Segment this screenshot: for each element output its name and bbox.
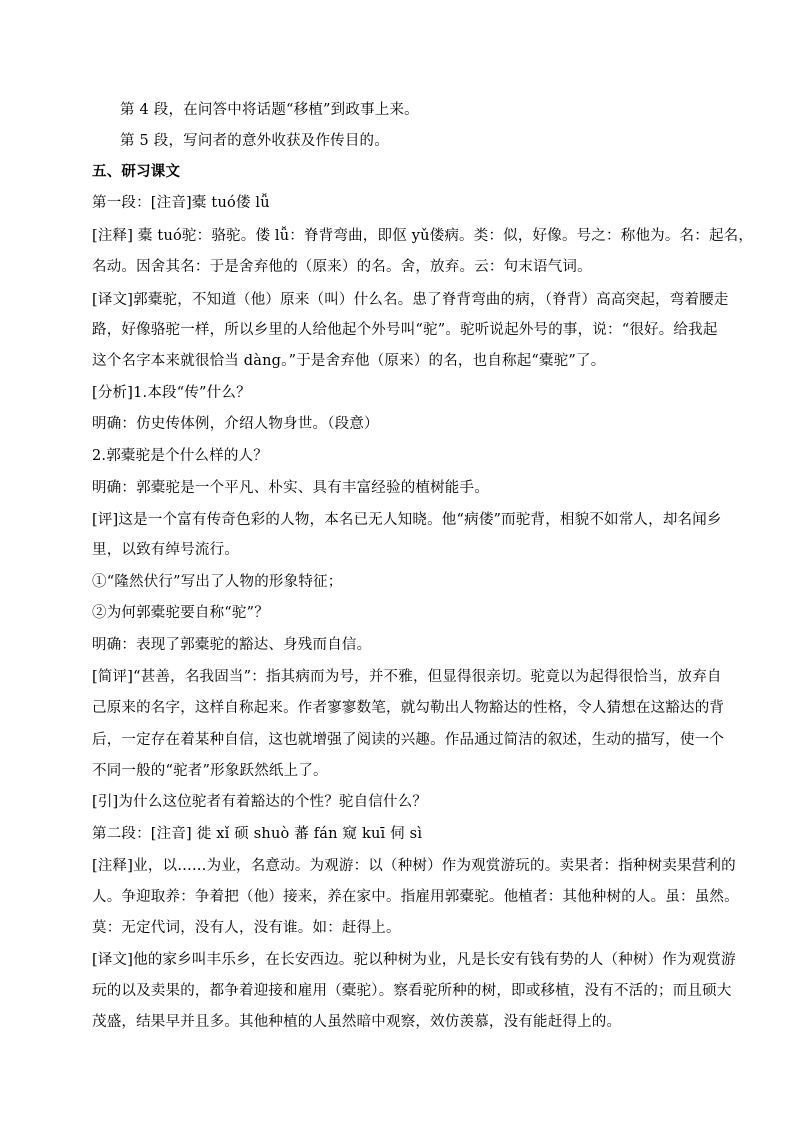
paragraph-line: 明确：表现了郭橐驼的豁达、身残而自信。 bbox=[92, 637, 372, 653]
paragraph-line: ②为何郭橐驼要自称“驼”？ bbox=[92, 605, 269, 621]
paragraph-line: 玩的以及卖果的，都争着迎接和雇用（橐驼）。察看驼所种的树，即或移植，没有不活的；而且硕大 bbox=[92, 983, 732, 999]
paragraph-line: [译文]郭橐驼，不知道（他）原来（叫）什么名。患了脊背弯曲的病，（脊背）高高突起，弯着腰走 bbox=[92, 292, 729, 308]
paragraph-line: 己原来的名字，这样自称起来。作者寥寥数笔，就勾勒出人物豁达的性格，令人猜想在这豁达的背 bbox=[92, 700, 725, 716]
paragraph-line: 里，以致有绰号流行。 bbox=[92, 542, 239, 558]
paragraph-line: 莫：无定代词，没有人，没有谁。如：赶得上。 bbox=[92, 920, 401, 936]
paragraph-line: ①“隆然伏行”写出了人物的形象特征； bbox=[92, 574, 343, 590]
paragraph-line: 茂盛，结果早并且多。其他种植的人虽然暗中观察，效仿羡慕，没有能赶得上的。 bbox=[92, 1014, 622, 1030]
paragraph-line: [简评]“甚善，名我固当”：指其病而为号，并不雅，但显得很亲切。驼竟以为起得很恰当，放弃自 bbox=[92, 669, 722, 685]
section-heading: 五、研习课文 bbox=[92, 163, 181, 180]
paragraph-line: 名动。因舍其名：于是舍弃他的（原来）的名。舍，放弃。云：句末语气词。 bbox=[92, 259, 592, 275]
paragraph-line: 第 4 段，在问答中将话题“移植”到政事上来。 bbox=[120, 102, 419, 118]
paragraph-line: 后，一定存在着某种自信，这也就增强了阅读的兴趣。作品通过简洁的叙述，生动的描写，使一个 bbox=[92, 732, 725, 748]
paragraph-line: 明确：郭橐驼是一个平凡、朴实、具有丰富经验的植树能手。 bbox=[92, 480, 489, 496]
paragraph-line: [译文]他的家乡叫丰乐乡，在长安西边。驼以种树为业，凡是长安有钱有势的人（种树）作为观赏游 bbox=[92, 952, 736, 968]
paragraph-line: 第一段：[注音]橐 tuó偻 lǚ bbox=[92, 195, 270, 211]
paragraph-line: [分析]1.本段“传”什么？ bbox=[92, 385, 251, 401]
paragraph-line: 不同一般的“驼者”形象跃然纸上了。 bbox=[92, 763, 328, 779]
paragraph-line: [注释]业，以……为业，名意动。为观游：以（种树）作为观赏游玩的。卖果者：指种树卖果营利的 bbox=[92, 858, 736, 874]
paragraph-line: 明确：仿史传体例，介绍人物身世。（段意） bbox=[92, 416, 379, 432]
paragraph-line: 第二段：[注音] 徙 xǐ 硕 shuò 蕃 fán 窥 kuī 伺 sì bbox=[92, 826, 423, 842]
paragraph-line: 路，好像骆驼一样，所以乡里的人给他起个外号叫“驼”。驼听说起外号的事，说：“很好。给我起 bbox=[92, 322, 718, 338]
paragraph-line: 这个名字本来就很恰当 dàng。”于是舍弃他（原来）的名，也自称起“橐驼”了。 bbox=[92, 353, 606, 369]
paragraph-line: [评]这是一个富有传奇色彩的人物，本名已无人知晓。他“病偻”而驼背，相貌不如常人，却名闻乡 bbox=[92, 512, 722, 528]
paragraph-line: 第 5 段，写问者的意外收获及作传目的。 bbox=[120, 133, 389, 149]
paragraph-line: [引]为什么这位驼者有着豁达的个性？驼自信什么？ bbox=[92, 794, 428, 810]
paragraph-line: 2.郭橐驼是个什么样的人？ bbox=[92, 448, 268, 464]
paragraph-line: [注释] 橐 tuó驼：骆驼。偻 lǚ：脊背弯曲，即伛 yǔ偻病。类：似，好像。号之：称他为。名：起名， bbox=[92, 228, 754, 244]
paragraph-line: 人。争迎取养：争着把（他）接来，养在家中。指雇用郭橐驼。他植者：其他种树的人。虽：虽然。 bbox=[92, 889, 739, 905]
